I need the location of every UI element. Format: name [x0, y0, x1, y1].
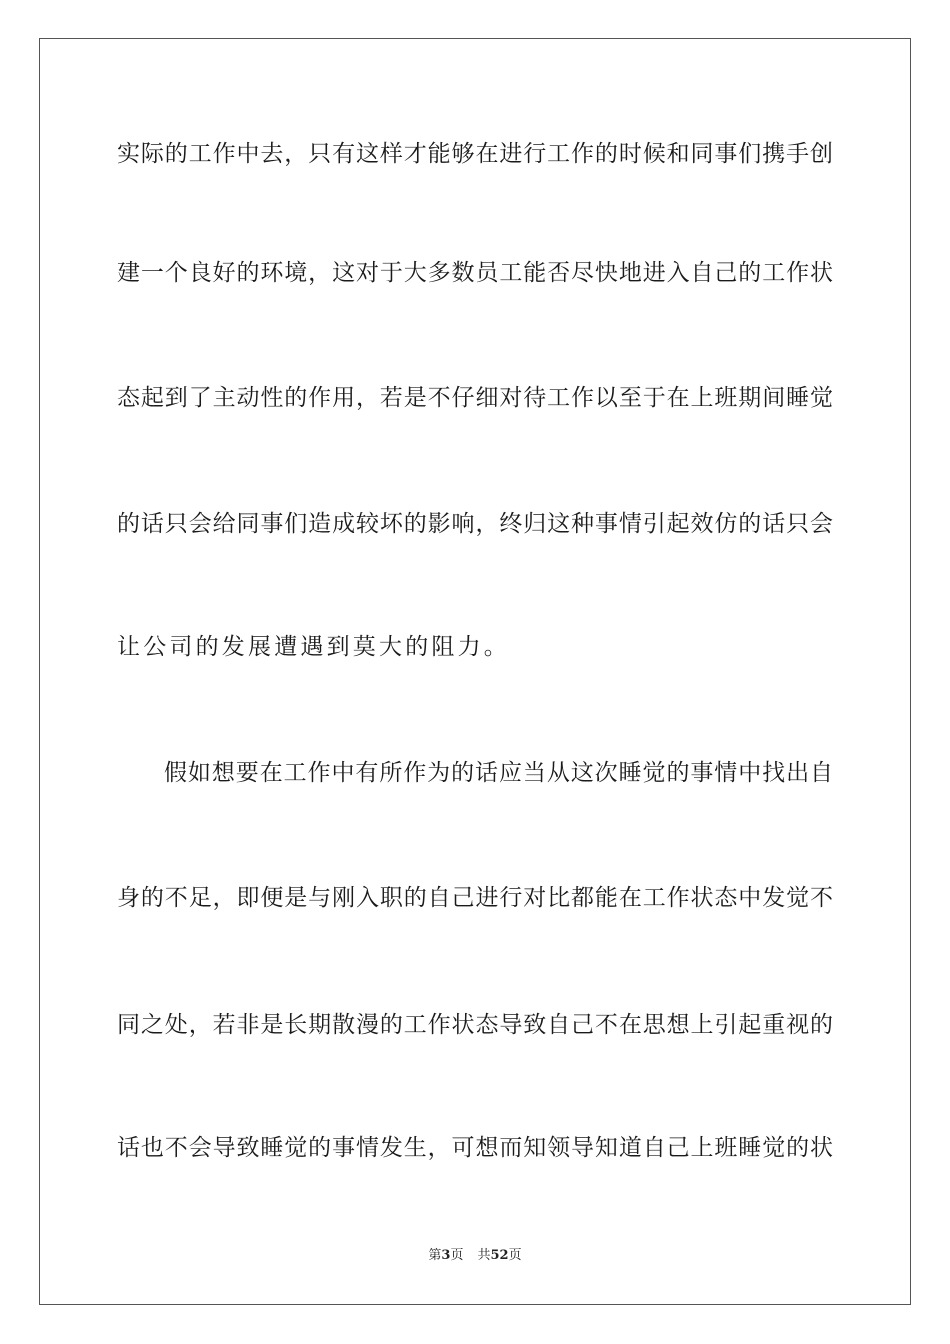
footer-page-prefix: 第: [428, 1248, 442, 1263]
page-border: [39, 38, 911, 1305]
paragraph-2-line-4: 话也不会导致睡觉的事情发生，可想而知领导知道自己上班睡觉的状: [117, 1135, 833, 1161]
footer-total-suffix: 页: [508, 1248, 522, 1263]
footer-page-suffix: 页: [450, 1248, 464, 1263]
paragraph-2-line-2: 身的不足，即便是与刚入职的自己进行对比都能在工作状态中发觉不: [117, 885, 833, 911]
paragraph-2-line-3: 同之处，若非是长期散漫的工作状态导致自己不在思想上引起重视的: [117, 1012, 833, 1038]
paragraph-1-line-4: 的话只会给同事们造成较坏的影响，终归这种事情引起效仿的话只会: [117, 511, 833, 537]
paragraph-1-line-5: 让公司的发展遭遇到莫大的阻力。: [117, 634, 510, 660]
paragraph-2-line-1: 假如想要在工作中有所作为的话应当从这次睡觉的事情中找出自: [164, 760, 833, 786]
paragraph-1-line-1: 实际的工作中去，只有这样才能够在进行工作的时候和同事们携手创: [117, 141, 833, 167]
paragraph-1-line-2: 建一个良好的环境，这对于大多数员工能否尽快地进入自己的工作状: [117, 260, 833, 286]
paragraph-1-line-3: 态起到了主动性的作用，若是不仔细对待工作以至于在上班期间睡觉: [117, 385, 833, 411]
footer-total-prefix: 共: [477, 1248, 491, 1263]
footer-total-pages: 52: [490, 1248, 509, 1263]
page-footer: [0, 1247, 950, 1265]
footer-page-number: 3: [441, 1248, 451, 1263]
